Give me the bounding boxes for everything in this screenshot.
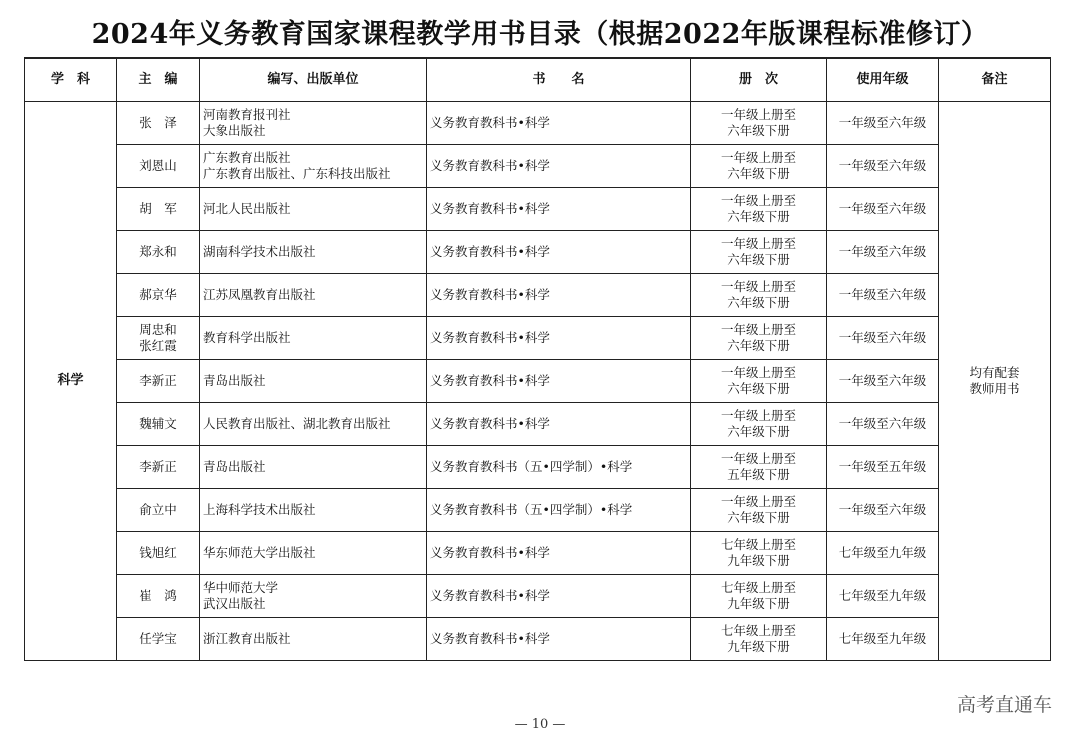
volume-cell (691, 618, 827, 661)
cell-line: 人民教育出版社、湖北教育出版社 (203, 416, 391, 431)
cell-line: 七年级上册至 (720, 623, 796, 638)
volume-cell (691, 446, 827, 489)
cell-line: 六年级下册 (727, 166, 790, 181)
cell-line: 武汉出版社 (203, 596, 266, 611)
editor-cell (117, 360, 200, 403)
table-row (25, 618, 1051, 661)
cell-line: 一年级上册至 (720, 322, 796, 337)
page-number: — 10 — (514, 717, 566, 732)
cell-line: 一年级上册至 (720, 365, 796, 380)
remark-cell (939, 102, 1051, 661)
table-row (25, 231, 1051, 274)
volume-cell (691, 231, 827, 274)
header-publisher: 编写、出版单位 (200, 58, 427, 102)
cell-line: 一年级上册至 (720, 236, 796, 251)
book-title-cell: 义务教育教科书•科学 (427, 532, 691, 575)
book-title-cell: 义务教育教科书（五•四学制）•科学 (427, 446, 691, 489)
grade-cell: 一年级至六年级 (827, 274, 939, 317)
table-row (25, 403, 1051, 446)
grade-cell: 一年级至六年级 (827, 317, 939, 360)
cell-line: 崔 鸿 (139, 588, 177, 603)
editor-cell (117, 618, 200, 661)
cell-line: 大象出版社 (203, 123, 266, 138)
table-row (25, 446, 1051, 489)
publisher-cell (200, 102, 427, 145)
cell-line: 一年级上册至 (720, 193, 796, 208)
table-row (25, 145, 1051, 188)
cell-line: 九年级下册 (727, 553, 790, 568)
volume-cell (691, 532, 827, 575)
editor-cell (117, 575, 200, 618)
grade-cell: 七年级至九年级 (827, 532, 939, 575)
editor-cell (117, 317, 200, 360)
grade-cell: 一年级至六年级 (827, 360, 939, 403)
cell-line: 教育科学出版社 (203, 330, 291, 345)
table-row (25, 489, 1051, 532)
cell-line: 九年级下册 (727, 639, 790, 654)
book-title-cell: 义务教育教科书•科学 (427, 317, 691, 360)
grade-cell: 七年级至九年级 (827, 618, 939, 661)
cell-line: 江苏凤凰教育出版社 (203, 287, 316, 302)
cell-line: 广东教育出版社 (203, 150, 291, 165)
cell-line: 青岛出版社 (203, 373, 266, 388)
cell-line: 七年级上册至 (720, 537, 796, 552)
watermark-text: 高考直通车 (956, 694, 1052, 716)
cell-line: 教师用书 (969, 381, 1020, 396)
grade-cell: 一年级至六年级 (827, 145, 939, 188)
volume-cell (691, 188, 827, 231)
page-title: 2024年义务教育国家课程教学用书目录（根据2022年版课程标准修订） (91, 19, 989, 50)
publisher-cell (200, 403, 427, 446)
grade-cell: 一年级至六年级 (827, 403, 939, 446)
cell-line: 张 泽 (139, 115, 177, 130)
book-title-cell: 义务教育教科书•科学 (427, 188, 691, 231)
book-title-cell: 义务教育教科书•科学 (427, 575, 691, 618)
subject-cell: 科学 (25, 102, 117, 661)
volume-cell (691, 575, 827, 618)
cell-line: 均有配套 (969, 365, 1020, 380)
publisher-cell (200, 532, 427, 575)
cell-line: 一年级上册至 (720, 494, 796, 509)
editor-cell (117, 145, 200, 188)
cell-line: 钱旭红 (139, 545, 177, 560)
table-row (25, 532, 1051, 575)
header-subject: 学 科 (25, 58, 117, 102)
book-title-cell: 义务教育教科书（五•四学制）•科学 (427, 489, 691, 532)
publisher-cell (200, 489, 427, 532)
publisher-cell (200, 575, 427, 618)
cell-line: 郑永和 (139, 244, 177, 259)
table-row (25, 102, 1051, 145)
cell-line: 周忠和 (139, 322, 177, 337)
cell-line: 五年级下册 (727, 467, 790, 482)
cell-line: 六年级下册 (727, 381, 790, 396)
cell-line: 一年级上册至 (720, 279, 796, 294)
editor-cell (117, 489, 200, 532)
volume-cell (691, 317, 827, 360)
cell-line: 六年级下册 (727, 295, 790, 310)
cell-line: 六年级下册 (727, 510, 790, 525)
cell-line: 魏辅文 (139, 416, 177, 431)
cell-line: 一年级上册至 (720, 107, 796, 122)
cell-line: 俞立中 (139, 502, 177, 517)
editor-cell (117, 532, 200, 575)
volume-cell (691, 360, 827, 403)
cell-line: 浙江教育出版社 (203, 631, 291, 646)
cell-line: 张红霞 (139, 338, 177, 353)
book-title-cell: 义务教育教科书•科学 (427, 102, 691, 145)
table-row (25, 575, 1051, 618)
book-title-cell: 义务教育教科书•科学 (427, 145, 691, 188)
grade-cell: 七年级至九年级 (827, 575, 939, 618)
book-title-cell: 义务教育教科书•科学 (427, 618, 691, 661)
cell-line: 青岛出版社 (203, 459, 266, 474)
table-header-row (25, 58, 1051, 102)
table-row (25, 317, 1051, 360)
textbook-catalog-table (24, 57, 1051, 661)
editor-cell (117, 102, 200, 145)
cell-line: 李新正 (139, 459, 177, 474)
editor-cell (117, 231, 200, 274)
cell-line: 七年级上册至 (720, 580, 796, 595)
table-row (25, 188, 1051, 231)
cell-line: 六年级下册 (727, 338, 790, 353)
publisher-cell (200, 618, 427, 661)
grade-cell: 一年级至六年级 (827, 188, 939, 231)
header-grade: 使用年级 (827, 58, 939, 102)
publisher-cell (200, 145, 427, 188)
grade-cell: 一年级至六年级 (827, 102, 939, 145)
table-row (25, 274, 1051, 317)
header-remark: 备注 (939, 58, 1051, 102)
cell-line: 河北人民出版社 (203, 201, 291, 216)
cell-line: 任学宝 (139, 631, 177, 646)
cell-line: 一年级上册至 (720, 408, 796, 423)
cell-line: 刘恩山 (139, 158, 177, 173)
publisher-cell (200, 360, 427, 403)
cell-line: 胡 军 (139, 201, 177, 216)
cell-line: 六年级下册 (727, 209, 790, 224)
cell-line: 一年级上册至 (720, 451, 796, 466)
header-book-title: 书 名 (427, 58, 691, 102)
publisher-cell (200, 446, 427, 489)
editor-cell (117, 274, 200, 317)
book-title-cell: 义务教育教科书•科学 (427, 274, 691, 317)
cell-line: 九年级下册 (727, 596, 790, 611)
header-editor: 主 编 (117, 58, 200, 102)
grade-cell: 一年级至六年级 (827, 489, 939, 532)
volume-cell (691, 489, 827, 532)
cell-line: 一年级上册至 (720, 150, 796, 165)
volume-cell (691, 274, 827, 317)
grade-cell: 一年级至六年级 (827, 231, 939, 274)
cell-line: 河南教育报刊社 (203, 107, 291, 122)
table-row (25, 360, 1051, 403)
cell-line: 六年级下册 (727, 123, 790, 138)
cell-line: 郝京华 (139, 287, 177, 302)
volume-cell (691, 403, 827, 446)
volume-cell (691, 102, 827, 145)
editor-cell (117, 403, 200, 446)
cell-line: 广东教育出版社、广东科技出版社 (203, 166, 391, 181)
cell-line: 李新正 (139, 373, 177, 388)
cell-line: 华中师范大学 (203, 580, 279, 595)
book-title-cell: 义务教育教科书•科学 (427, 403, 691, 446)
cell-line: 华东师范大学出版社 (203, 545, 316, 560)
editor-cell (117, 188, 200, 231)
cell-line: 六年级下册 (727, 252, 790, 267)
publisher-cell (200, 317, 427, 360)
cell-line: 六年级下册 (727, 424, 790, 439)
book-title-cell: 义务教育教科书•科学 (427, 231, 691, 274)
publisher-cell (200, 231, 427, 274)
book-title-cell: 义务教育教科书•科学 (427, 360, 691, 403)
editor-cell (117, 446, 200, 489)
publisher-cell (200, 188, 427, 231)
grade-cell: 一年级至五年级 (827, 446, 939, 489)
header-volume: 册 次 (691, 58, 827, 102)
cell-line: 上海科学技术出版社 (203, 502, 316, 517)
publisher-cell (200, 274, 427, 317)
volume-cell (691, 145, 827, 188)
cell-line: 湖南科学技术出版社 (203, 244, 316, 259)
